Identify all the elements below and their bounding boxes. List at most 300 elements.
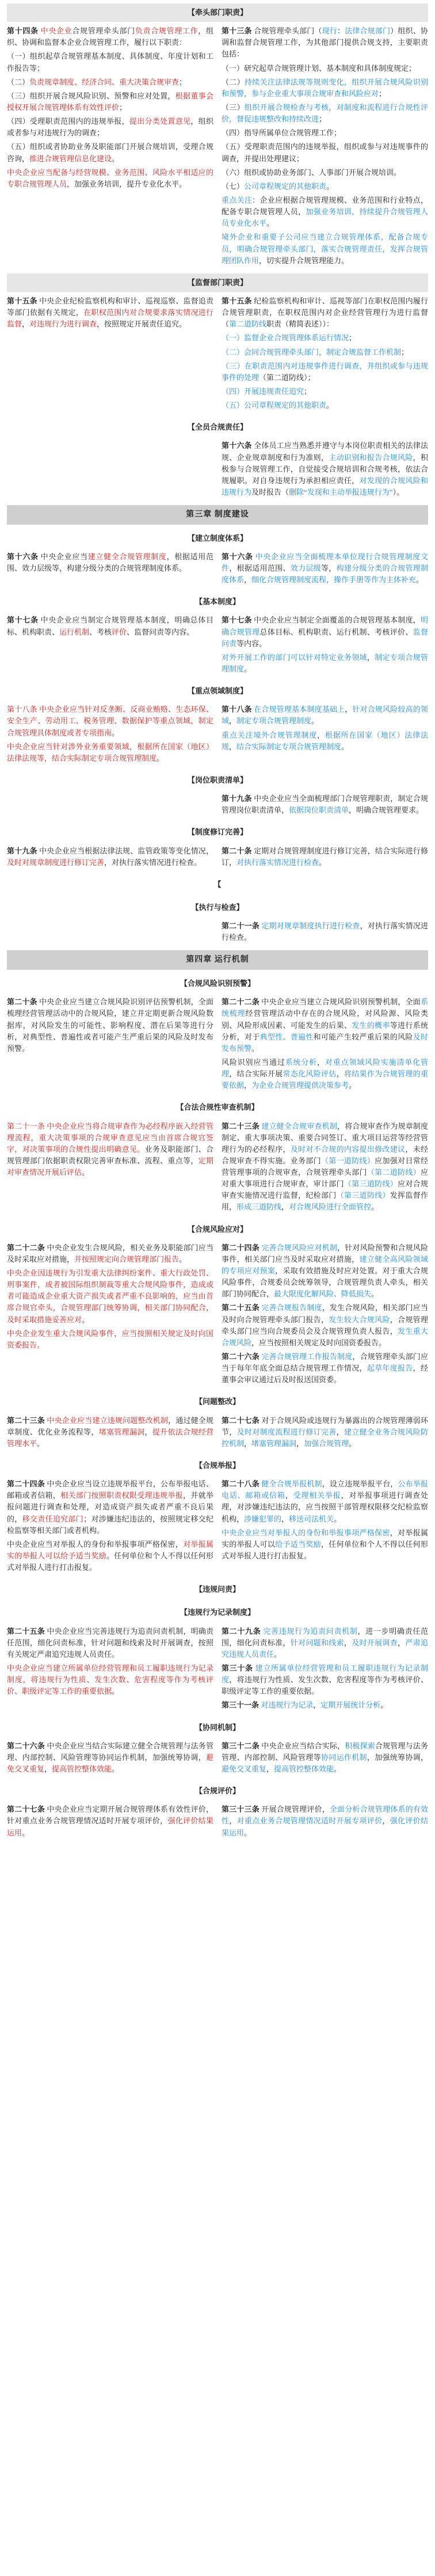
clause-text: 积极探索 — [345, 1741, 375, 1750]
section-title: 【监督部门职责】 — [7, 274, 428, 292]
article-number: 第二十六条 — [222, 1352, 262, 1361]
clause-text: 发生的概率 — [352, 1020, 390, 1030]
clause-text: ，积极参与合规管理工作，自觉接受合规培训和合规考核，依法合规履职。对自身违规行为承担相应责任， — [222, 453, 428, 485]
clause-text: 和可能产生较严重后果的风险 — [313, 1032, 413, 1041]
clause-text: ，组织、协调和监督本企业合规管理工作，履行以下职责： — [7, 26, 213, 47]
clause-text: （二） — [7, 77, 30, 86]
clause-text: 中央企业应当设立违规举报平台，公布举报电话、邮箱或者信箱， — [7, 1479, 213, 1500]
section-title: 【合规风险识别预警】 — [180, 979, 255, 988]
clause-text: 提出分类处置意见 — [129, 117, 191, 126]
clause-text: ， — [229, 716, 237, 726]
chapter-title: 第三章 制度建设 — [7, 505, 428, 525]
clause-text: 典型性、普遍性 — [260, 1032, 314, 1041]
clause-text: 。 — [326, 401, 334, 410]
clause-text: （第三道防线） — [344, 1179, 398, 1189]
clause-text: ， — [382, 1816, 390, 1826]
clause-paragraph — [7, 741, 213, 764]
section — [5, 505, 430, 525]
section — [5, 1718, 430, 1778]
clause-text: ， — [144, 1427, 152, 1436]
clause-text: 。 — [244, 1828, 252, 1837]
clause-paragraph — [7, 1415, 213, 1450]
clause-text: 中央企业应当建立合规风险识别预警机制，全面 — [261, 997, 421, 1007]
old-rule-column — [222, 1242, 428, 1388]
comparison-row — [7, 614, 428, 677]
section-title: 【合规评价】 — [194, 1786, 240, 1796]
clause-text: 堵塞管理漏洞 — [98, 1427, 145, 1436]
clause-paragraph — [7, 295, 213, 330]
clause-text: 移送司法机关 — [289, 1514, 334, 1523]
clause-text: 纪检监察机构和审计、巡视等部门 — [254, 296, 368, 305]
clause-paragraph — [222, 347, 428, 358]
section-title: 【重点领域制度】 — [187, 686, 247, 696]
clause-text: 中央企业因违规行为引发重大法律纠纷案件、重大行政处罚、刑事案件，或者被国际组织制裁等重大合规风险事件，造成或者可能造成企业重大资产损失或者严重不良影响的， — [7, 1269, 213, 1301]
article-number: 第二十四条 — [7, 1479, 47, 1489]
clause-text: 。 — [179, 1254, 187, 1264]
clause-text: 公司章程规定的其他职责 — [244, 181, 327, 191]
clause-text: 给予适当奖励 — [275, 1539, 321, 1549]
section — [5, 1456, 430, 1576]
clause-text: 加强业务培训，提升专业化水平。 — [74, 179, 187, 188]
clause-text: 等， — [321, 564, 337, 573]
clause-text: 提升依法合规经营管理水平 — [7, 1427, 213, 1448]
section-title: 【合规举报】 — [194, 1461, 240, 1470]
clause-text: 。 — [371, 1289, 379, 1299]
clause-paragraph — [222, 181, 428, 192]
clause-text: ，设立违规举报平台 — [322, 1479, 391, 1489]
old-rule-column — [222, 1478, 428, 1564]
clause-text: ； — [379, 89, 387, 98]
clause-text: 发生较大合规风险 — [329, 1315, 390, 1324]
clause-text: 形成三道防线 — [236, 1202, 282, 1212]
clause-paragraph — [222, 386, 428, 397]
old-rule-column — [222, 1415, 428, 1452]
clause-paragraph — [222, 551, 428, 586]
clause-text: ，组织或者参与对违规行为的调查； — [7, 117, 213, 138]
clause-paragraph — [222, 63, 428, 74]
clause-text: ； — [304, 386, 312, 396]
clause-text: ，对举报事项进行调查处理，对涉嫌违纪违法的，应当按照干部管理权限移交纪检监察机构， — [222, 1491, 428, 1523]
clause-text: ， — [413, 616, 421, 625]
clause-paragraph — [7, 996, 213, 1054]
clause-text: 在职权范围内对合规要求落实情况进行监督 — [7, 308, 213, 329]
clause-text: 负责合规管理工作 — [135, 26, 199, 36]
clause-paragraph — [222, 1242, 428, 1300]
clause-text: 堵塞管理漏洞 — [251, 1439, 297, 1448]
comparison-row — [7, 1626, 428, 1714]
clause-text: ，明确合规管理要求。 — [349, 806, 424, 815]
clause-text: 中央企业应当全面梳理本单位现行合规管理制度文件 — [222, 552, 428, 573]
clause-text: 在职责范围内对违规事件进行调查，并组织或参与违规事件的处理 — [222, 361, 428, 382]
clause-text: ， — [229, 1816, 237, 1826]
clause-text: （三） — [222, 103, 245, 112]
clause-text: （第二道防线） — [367, 1168, 421, 1177]
comparison-row — [7, 295, 428, 413]
clause-paragraph — [222, 704, 428, 727]
clause-text: 针对问题和线索 — [290, 1638, 344, 1647]
clause-text: 。 — [349, 1081, 357, 1090]
clause-text: 中央企业应当建立违规问题整改机制 — [47, 1416, 169, 1425]
clause-text: 中央企业应当制定全面覆盖的合规管理基本制度 — [254, 616, 413, 625]
clause-text: 明确合规管理 — [222, 616, 428, 636]
article-number: 第十七条 — [222, 616, 254, 625]
section — [5, 1782, 430, 1841]
article-number: 第二十八条 — [222, 1479, 262, 1489]
clause-text: 最大限度化解风险、降低损失 — [274, 1289, 372, 1299]
clause-paragraph — [7, 704, 213, 738]
clause-paragraph — [222, 77, 428, 100]
old-rule-column — [222, 1121, 428, 1216]
clause-text: 中央企业应当对举报人的身份和举报事项严格保密， — [7, 1539, 184, 1549]
old-rule-column — [222, 996, 428, 1094]
clause-text: 及时报告（ — [251, 487, 289, 496]
clause-text: ，进一步明确责任范围，细化问责标准， — [222, 1626, 428, 1647]
section-title: 【合法合规性审查机制】 — [176, 1103, 259, 1112]
new-rule-column — [7, 1804, 213, 1841]
new-rule-column — [7, 1415, 213, 1452]
clause-text: 组织开展合规检查与考核，对制度和流程进行合规性评价，督促违规整改和持续改进 — [222, 103, 428, 124]
clause-text: ，合规管理牵头部门应当于每年年底全面总结合规管理工作情况， — [222, 1352, 428, 1373]
section-title: 【违规问责】 — [194, 1585, 240, 1594]
comparison-row — [7, 1804, 428, 1841]
clause-text: 开展合规管理评价， — [261, 1805, 330, 1814]
clause-text: 负责规章制度、经济合同、重大决策合规审查 — [29, 77, 180, 86]
section — [5, 682, 430, 767]
clause-paragraph — [222, 361, 428, 384]
clause-text: 对重点领域风险实施清单化管理 — [222, 1057, 428, 1079]
clause-text: ，任何单位和个人不得以任何形式对举报人进行打击报复。 — [222, 1539, 428, 1560]
article-number: 第十九条 — [7, 846, 40, 855]
clause-text: （五） — [222, 401, 245, 410]
clause-text: 。 — [334, 1514, 342, 1523]
document-page — [5, 0, 430, 1852]
comparison-row — [7, 1242, 428, 1388]
clause-text: 强化评价结果运用 — [7, 1816, 213, 1837]
clause-text: 评价 — [112, 627, 127, 636]
article-number: 第十八条 — [222, 705, 254, 714]
comparison-row — [7, 1415, 428, 1452]
clause-text: 。 — [311, 716, 319, 726]
clause-text: ，按照规定开展责任追究。 — [97, 320, 187, 329]
clause-text: 。 — [37, 1439, 45, 1448]
section — [5, 418, 430, 500]
clause-text: （五）组织或者协助业务及职能部门开展合规培训，受理合规咨询， — [7, 142, 213, 163]
clause-text: ， — [317, 730, 325, 739]
section — [5, 1220, 430, 1388]
clause-text: ，并就举报问题进行调查和处理，对造成资产损失或者严重不良后果的， — [7, 1491, 213, 1523]
clause-text: 系统分析 — [285, 1057, 318, 1067]
clause-text: 对执行落实情况进行检查 — [236, 858, 319, 867]
clause-paragraph — [222, 232, 428, 266]
clause-text: 风险识别应当通过 — [222, 1057, 285, 1067]
clause-text: 。 — [326, 181, 334, 191]
clause-text: 中央企业应当 — [40, 552, 88, 561]
clause-text: 定期开展统计分析 — [320, 1701, 381, 1710]
clause-text: 制定专项合规管理制度 — [236, 716, 312, 726]
article-number: 第二十五条 — [7, 1626, 47, 1636]
clause-text: ，通过健全规章制度、优化业务流程等， — [7, 1416, 213, 1436]
section — [5, 974, 430, 1094]
clause-text: 等进行系统分析，对于 — [222, 1020, 428, 1041]
clause-text: 及时对制度流程进行修订完善 — [236, 1427, 337, 1436]
clause-text: ，加强统筹协调， — [367, 1752, 428, 1762]
clause-paragraph — [222, 440, 428, 498]
article-number: 第十六条 — [222, 552, 255, 561]
clause-text: （二） — [222, 77, 245, 86]
clause-text: （二） — [222, 347, 245, 356]
clause-text: 完善合规报告制度 — [261, 1303, 322, 1312]
clause-text: ， — [313, 1701, 321, 1710]
clause-text: 根据所在国家（地区）法律法规 — [222, 730, 428, 751]
section-title: 【制度修订完善】 — [187, 828, 247, 837]
clause-text: 。 — [371, 1202, 379, 1212]
comparison-row — [7, 793, 428, 818]
clause-paragraph — [222, 730, 428, 753]
clause-paragraph — [222, 793, 428, 816]
clause-text: 依据岗位职责清单 — [289, 806, 349, 815]
clause-text: 及时对规章制度进行修订完善 — [7, 858, 105, 867]
clause-paragraph — [7, 167, 213, 190]
clause-text: 合规管理与法务管理、内部控制、风险管理等 — [222, 1741, 428, 1762]
clause-text: 公布举报电话、邮箱或信箱 — [222, 1479, 428, 1500]
clause-text: 对重点业务合规管理情况适时开展专项评价 — [236, 1816, 383, 1826]
comparison-row — [7, 845, 428, 871]
article-number: 第十九条 — [222, 794, 254, 803]
article-number: 第十五条 — [7, 296, 40, 305]
section — [5, 875, 430, 894]
clause-text: 中央企业应当建立所属单位经营管理和员工履职违规行为记录制度， — [7, 1663, 213, 1685]
clause-text: 。 — [349, 1439, 357, 1448]
clause-text: 移交责任追究部门 — [22, 1514, 84, 1523]
clause-paragraph — [7, 1242, 213, 1265]
clause-paragraph — [7, 1804, 213, 1838]
clause-text: ， — [281, 1514, 289, 1523]
clause-text: 第十八条 中央企业应当针对反垄断、反商业贿赂、生态环保、安全生产、劳动用工、税务管理、数据保护等重点领域， — [7, 705, 213, 726]
clause-paragraph — [7, 116, 213, 139]
clause-paragraph — [222, 996, 428, 1054]
clause-text: 提高管控整体效能 — [274, 1764, 334, 1773]
comparison-row — [7, 25, 428, 269]
clause-text: （第二道防线）； — [259, 373, 315, 382]
clause-paragraph — [222, 102, 428, 125]
clause-text: 在职权范围内 — [367, 296, 413, 305]
clause-paragraph — [222, 1626, 428, 1660]
section — [5, 1098, 430, 1215]
clause-paragraph — [222, 167, 428, 179]
clause-text: 主动识别和报告合规风险 — [329, 453, 413, 462]
clause-text: ， — [336, 1427, 344, 1436]
clause-paragraph — [7, 1539, 213, 1573]
new-rule-column — [7, 1478, 213, 1576]
clause-paragraph — [222, 1302, 428, 1349]
clause-text: ， — [345, 705, 353, 714]
clause-text: 重点关注境外合规管理制度 — [222, 730, 318, 739]
clause-text: 应对重大事项进行合规审查，审计部门 — [222, 1168, 428, 1189]
clause-text: 效力层级 — [290, 564, 321, 573]
clause-text: （三） — [222, 361, 245, 370]
section — [5, 898, 430, 946]
article-number: 第二十七条 — [222, 1416, 262, 1425]
article-number: 第十四条 — [7, 26, 41, 36]
section — [5, 274, 430, 413]
clause-text: 并按照规定向合规管理部门报告 — [74, 1254, 180, 1264]
section-title: 【岗位职责清单】 — [187, 776, 247, 784]
article-number: 第二十二条 — [222, 997, 262, 1007]
clause-text: 全体员工应当熟悉并遵守与本岗位职责相关的法律法规、企业规章制度和行为准则， — [222, 441, 428, 462]
article-number: 第二十九条 — [222, 1626, 264, 1636]
section-title: 【合规风险应对】 — [187, 1224, 247, 1234]
clause-paragraph — [222, 1351, 428, 1386]
article-number: 第二十条 — [7, 997, 40, 1007]
clause-text: 完善合规管理工作报告制度 — [261, 1352, 353, 1361]
clause-text: ， — [44, 1764, 52, 1773]
clause-text: 建立健全合规审查机制 — [261, 1121, 338, 1130]
new-rule-column — [7, 614, 213, 640]
clause-text: 、监督问责等内容。 — [127, 627, 194, 636]
clause-text: 发挥监督作用， — [222, 1191, 428, 1212]
clause-paragraph — [222, 1415, 428, 1450]
clause-text: （一） — [222, 333, 245, 343]
new-rule-column — [7, 1626, 213, 1700]
clause-text: 细化合规管理制度流程，操作手册等作为主体补充 — [251, 575, 417, 585]
clause-text: 对合规风险进行全面管控 — [289, 1202, 372, 1212]
clause-text: ， — [317, 1057, 325, 1067]
section — [5, 823, 430, 870]
article-number: 第三十二条 — [222, 1741, 262, 1750]
clause-text: 第二道防线 — [229, 320, 267, 329]
clause-text: 持续关注法律法规等规则变化，组织开展合规风险识别和预警，参与企业重大事项合规审查和风险应对 — [222, 77, 428, 98]
clause-text: ： — [337, 26, 345, 36]
clause-text: ， — [285, 1491, 293, 1500]
clause-text: ； — [349, 333, 357, 343]
clause-text: 中央企业发生重大合规风险事件，应当按照相关规定及时向国资委报告。 — [7, 1329, 213, 1349]
clause-text: 及时发布预警 — [222, 1032, 428, 1053]
clause-text: （五）受理职责范围内的违规举报，组织或参与对违规事件的调查，并提出处理建议； — [222, 142, 428, 163]
clause-text: ， — [244, 1439, 252, 1448]
clause-text: 。 — [380, 1701, 388, 1710]
clause-text: 。 — [251, 1044, 260, 1053]
clause-text: 根据董事会授权开展合规管理体系有效性评价 — [7, 91, 213, 112]
clause-text: ， — [296, 1439, 304, 1448]
new-rule-column — [7, 996, 213, 1057]
clause-text: 经营管理活动中存在的合规风险，对风险源、风险类别、风险形成因素、可能发生的后果、 — [222, 1009, 428, 1030]
clause-text: ，将违规行为性质、发生次数、危害程度等作为考核评价、职级评定等工作的重要依据。 — [222, 1675, 428, 1696]
comparison-row — [7, 440, 428, 500]
clause-text: 完善合规风险应对机制 — [261, 1243, 338, 1252]
clause-text: ，发生合规风险，相关部门应当及时向合规管理牵头部门报告， — [222, 1303, 428, 1324]
clause-text: ， — [266, 1764, 274, 1773]
clause-text: 协同运作机制 — [320, 1752, 367, 1762]
clause-text: 合规管理牵头部门 — [72, 26, 135, 36]
section — [5, 3, 430, 269]
clause-paragraph — [7, 1328, 213, 1351]
section-title: 【执行与检查】 — [191, 902, 244, 912]
clause-text: 全面分析合规管理体系的有效性 — [222, 1805, 428, 1826]
clause-text: 加强合规管理 — [304, 1439, 349, 1448]
clause-text: 对违规行为进行调查 — [29, 320, 97, 329]
clause-text: ， — [244, 575, 252, 585]
clause-paragraph — [222, 332, 428, 344]
clause-text: 中央企业应当完善违规行为追责问责机制，明确责任范围，细化问责标准，针对问题和线索及时开展调查，按照有关规定严肃追究违规人员责任。 — [7, 1626, 213, 1659]
section — [5, 1580, 430, 1599]
clause-text: 根据所在国家（地区）法律法规等，结合实际制定专项合规管理制度 — [7, 742, 213, 762]
clause-text: 制定合规管理具体制度或者专项指南 — [7, 716, 213, 737]
clause-paragraph — [7, 25, 213, 48]
clause-paragraph — [7, 90, 213, 113]
clause-text: 建立健全业务合规风险防控机制 — [222, 1427, 428, 1448]
clause-paragraph — [222, 1699, 428, 1711]
clause-text: （六）组织或协助业务部门、人事部门开展合规培训。 — [222, 168, 402, 177]
clause-text: ，采取有效措施及时应对处置。对于重大合规风险事件，合规委员会统筹领导，合规管理负责人牵头，相关部门协同配合， — [222, 1266, 428, 1299]
clause-text: 监督企业合规管理体系运行情况 — [244, 333, 349, 343]
clause-text: ，合规管理牵头部门应当向合规委员会及合规管理负责人报告， — [222, 1315, 428, 1336]
clause-text: ，针对风险预警和合规风险事件，相关部门应当及时采取应对措施， — [222, 1243, 428, 1264]
clause-text: 建立健全合规管理制度 — [87, 552, 167, 561]
chapter-title: 第四章 运行机制 — [7, 950, 428, 970]
clause-text: 监督问责 — [222, 627, 428, 648]
clause-text: 中央企业应当结合实际， — [261, 1741, 345, 1750]
article-number: 第十六条 — [7, 552, 41, 561]
clause-text: 。 — [334, 1764, 342, 1773]
clause-text: 将违规行为性质、发生次数、危害程度等作为考核评价、职级评定等工作的重要依据 — [7, 1675, 213, 1696]
clause-text: 对外开展工作的部门可以针对特定业务领域 — [222, 652, 367, 662]
clause-text: 建立健全高风险领域的专项应对预案 — [222, 1254, 428, 1276]
clause-text: 。 — [416, 575, 424, 585]
clause-text: ，将合规审查作为规章制度制定、重大事项决策、重要合同签订、重大项目运营等经营管理行为的必经程序， — [222, 1121, 428, 1154]
clause-text: 法律合规部门 — [345, 26, 391, 36]
old-rule-column — [222, 793, 428, 818]
clause-text: 构建分级分类的合规管理制度体系 — [222, 564, 428, 585]
clause-text: 。 — [82, 1168, 90, 1177]
section — [5, 593, 430, 677]
new-rule-column — [7, 704, 213, 767]
clause-text: ， — [22, 320, 30, 329]
clause-text: 、考核 — [89, 627, 112, 636]
clause-paragraph — [222, 1527, 428, 1562]
old-rule-column — [222, 25, 428, 269]
clause-text: ） — [390, 26, 398, 36]
clause-text: 及时对不合规的内容提出修改建议 — [290, 1144, 406, 1154]
clause-text: 建立所属单位经营管理和员工履职违规行为记录制度 — [222, 1663, 428, 1685]
new-rule-column — [7, 1740, 213, 1777]
clause-text: （三）组织开展合规风险识别、预警和应对处置， — [7, 91, 175, 100]
clause-text: （第三道防线） — [336, 1191, 390, 1200]
section-title: 【 — [213, 879, 222, 889]
clause-text: 。 — [112, 1764, 120, 1773]
clause-text: 受理相关举报 — [293, 1491, 341, 1500]
section — [5, 771, 430, 818]
clause-text: 组织、协调和监督合规管理工作，为其他部门提供合规支持，主要职责包括： — [222, 26, 428, 59]
clause-paragraph — [7, 551, 213, 574]
clause-text: 业务及职能部门、合规管理部门依据职责权限完善审查标准、流程、重点等， — [7, 1144, 213, 1165]
clause-text: 及时开展调查 — [352, 1638, 398, 1647]
clause-text: ，切实提升合规管理能力。 — [259, 256, 349, 265]
clause-text: （四）指导所属单位合规管理工作； — [222, 128, 342, 138]
clause-text: ， — [344, 1638, 352, 1647]
clause-text: ，对执行落实情况进行检查。 — [222, 921, 428, 942]
clause-text: ）。 — [392, 487, 405, 496]
clause-text: ，应当按照相关规定及时向国资委报告。 — [251, 1338, 387, 1347]
clause-text: 发挥合规管理团队作用 — [222, 244, 428, 265]
article-number: 第十五条 — [222, 296, 254, 305]
clause-paragraph — [7, 1268, 213, 1326]
clause-text: 将结果作为合规管理的重要依据 — [222, 1069, 428, 1090]
clause-paragraph — [7, 1740, 213, 1775]
clause-text: 系统梳理 — [222, 997, 428, 1018]
clause-text: 定期对规章制度执行进行检查 — [261, 921, 360, 931]
new-rule-column — [7, 295, 213, 332]
old-rule-column — [222, 614, 428, 677]
